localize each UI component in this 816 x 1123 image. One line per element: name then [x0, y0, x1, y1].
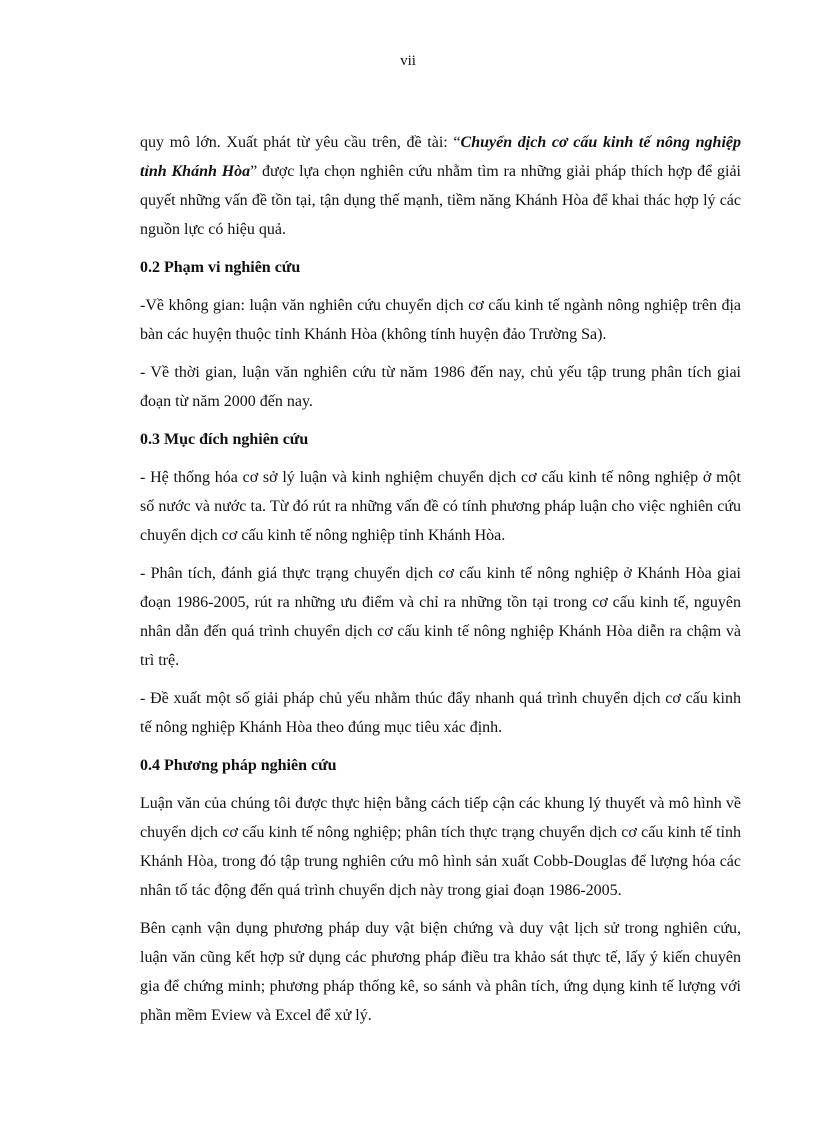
- scope-time-paragraph: - Về thời gian, luận văn nghiên cứu từ năm 1986 đến nay, chủ yếu tập trung phân tích giai đoạn từ năm 2000 đến nay.: [140, 364, 741, 410]
- methods-paragraph-2: Bên cạnh vận dụng phương pháp duy vật biện chứng và duy vật lịch sử trong nghiên cứu, luận văn cũng kết hợp sử dụng các phương pháp điều tra khảo sát thực tế, lấy ý kiến chuyên gia để chứng minh; phương pháp thống kê, so sánh và phân tích, ứng dụng kinh tế lượng với phần mềm Eview và Excel để xử lý.: [140, 920, 741, 1024]
- document-body: [140, 128, 741, 1039]
- scope-space-paragraph: -Về không gian: luận văn nghiên cứu chuyển dịch cơ cấu kinh tế ngành nông nghiệp trên địa bàn các huyện thuộc tỉnh Khánh Hòa (không tính huyện đảo Trường Sa).: [140, 297, 741, 343]
- intro-paragraph: [140, 128, 741, 244]
- purpose-paragraph-3: - Đề xuất một số giải pháp chủ yếu nhằm thúc đẩy nhanh quá trình chuyển dịch cơ cấu kinh tế nông nghiệp Khánh Hòa theo đúng mục tiêu xác định.: [140, 690, 741, 736]
- section-heading-methods: 0.4 Phương pháp nghiên cứu: [140, 757, 337, 774]
- page-number: vii: [400, 53, 416, 69]
- intro-text-start: quy mô lớn. Xuất phát từ yêu cầu trên, đề tài: “: [140, 134, 461, 151]
- section-heading-purpose: 0.3 Mục đích nghiên cứu: [140, 431, 309, 448]
- section-heading-scope: 0.2 Phạm vi nghiên cứu: [140, 259, 301, 276]
- purpose-paragraph-2: - Phân tích, đánh giá thực trạng chuyển dịch cơ cấu kinh tế nông nghiệp ở Khánh Hòa giai đoạn 1986-2005, rút ra những ưu điểm và chỉ ra những tồn tại trong cơ cấu kinh tế, nguyên nhân dẫn đến quá trình chuyển dịch cơ cấu kinh tế nông nghiệp Khánh Hòa diễn ra chậm và trì trệ.: [140, 565, 741, 669]
- thesis-title-emphasis: Chuyển dịch cơ cấu kinh tế nông nghiệp tỉnh Khánh Hòa: [140, 134, 741, 180]
- methods-paragraph-1: Luận văn của chúng tôi được thực hiện bằng cách tiếp cận các khung lý thuyết và mô hình về chuyển dịch cơ cấu kinh tế nông nghiệp; phân tích thực trạng chuyển dịch cơ cấu kinh tế tỉnh Khánh Hòa, trong đó tập trung nghiên cứu mô hình sản xuất Cobb-Douglas để lượng hóa các nhân tố tác động đến quá trình chuyển dịch này trong giai đoạn 1986-2005.: [140, 795, 741, 899]
- intro-text-end: ” được lựa chọn nghiên cứu nhằm tìm ra những giải pháp thích hợp để giải quyết những vấn đề tồn tại, tận dụng thế mạnh, tiềm năng Khánh Hòa để khai thác hợp lý các nguồn lực có hiệu quả.: [140, 163, 741, 238]
- purpose-paragraph-1: - Hệ thống hóa cơ sở lý luận và kinh nghiệm chuyển dịch cơ cấu kinh tế nông nghiệp ở một số nước và nước ta. Từ đó rút ra những vấn đề có tính phương pháp luận cho việc nghiên cứu chuyển dịch cơ cấu kinh tế nông nghiệp tỉnh Khánh Hòa.: [140, 469, 741, 544]
